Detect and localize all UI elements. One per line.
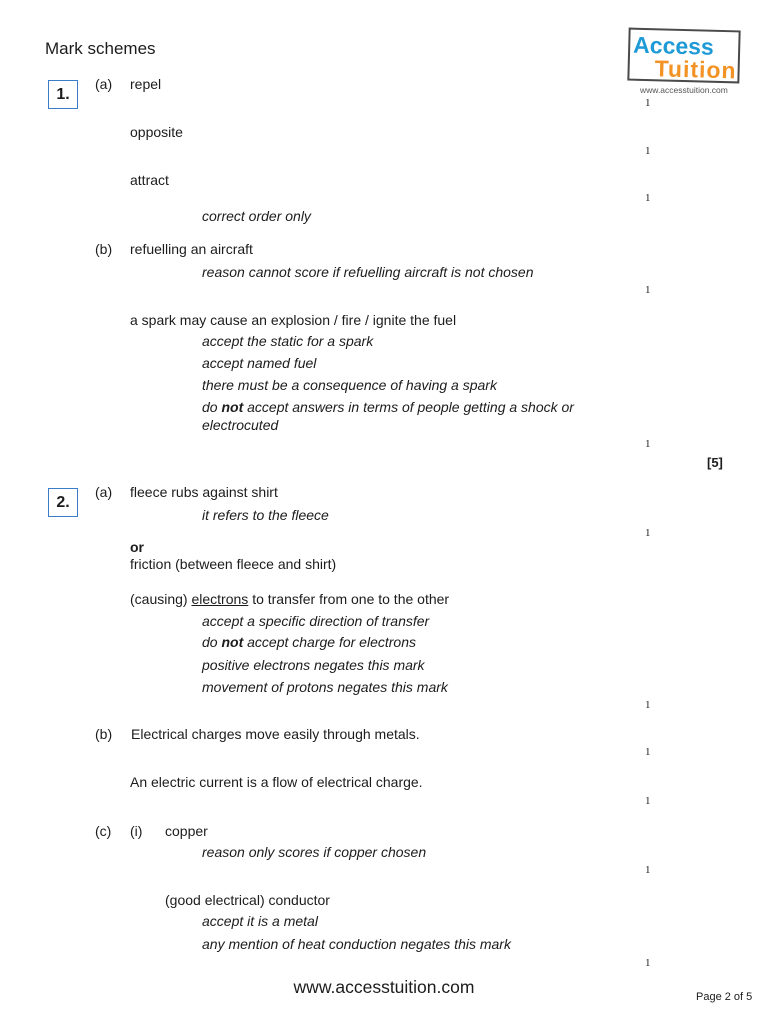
q2a-answer-2: [130, 591, 449, 607]
q2b-answer-2: An electric current is a flow of electrical charge.: [130, 774, 423, 790]
exclusion-text: accept charge for electrons: [247, 634, 416, 650]
logo-word-tuition: Tuition: [654, 55, 737, 84]
question-1-number-box: 1.: [48, 80, 78, 109]
mark-value: 1: [645, 795, 651, 807]
q1b-answer-2-note: accept the static for a spark: [202, 333, 374, 349]
q2c-sub-label-i: (i): [130, 823, 143, 839]
q1a-answer-attract: attract: [130, 172, 169, 188]
q2a-answer-1-note: it refers to the fleece: [202, 507, 329, 523]
q2b-answer-1: Electrical charges move easily through metals.: [131, 726, 420, 742]
page-title: Mark schemes: [45, 39, 156, 58]
q2a-answer-2-note: accept a specific direction of transfer: [202, 613, 430, 629]
q1a-answer-opposite: opposite: [130, 124, 183, 140]
page-number: Page 2 of 5: [696, 991, 753, 1003]
q1a-answer-repel: repel: [130, 76, 162, 92]
q1b-answer-1-note: reason cannot score if refuelling aircraft is not chosen: [202, 264, 534, 280]
q2-part-b-label: (b): [95, 726, 113, 742]
q1b-answer-2-note: accept named fuel: [202, 355, 317, 371]
mark-value: 1: [645, 746, 651, 758]
footer-website: www.accesstuition.com: [293, 977, 475, 997]
mark-value: 1: [645, 145, 651, 157]
mark-value: 1: [645, 527, 651, 539]
q1b-exclusion-note: [202, 399, 574, 415]
q2a-answer-2-note: movement of protons negates this mark: [202, 679, 448, 695]
q1b-answer-2-note: there must be a consequence of having a spark: [202, 377, 497, 393]
access-tuition-logo: [627, 28, 740, 84]
mark-value: 1: [645, 284, 651, 296]
mark-value: 1: [645, 864, 651, 876]
q1-total-marks: [5]: [707, 455, 723, 470]
q2a-exclusion-note: [202, 634, 416, 650]
exclusion-not-emphasis: not: [221, 634, 244, 650]
q2c-answer-1: copper: [165, 823, 208, 839]
exclusion-text: accept answers in terms of people getting a shock or: [247, 399, 574, 415]
q2c-answer-2: (good electrical) conductor: [165, 892, 330, 908]
mark-value: 1: [645, 192, 651, 204]
q1-part-b-label: (b): [95, 241, 113, 257]
logo-website: www.accesstuition.com: [640, 85, 728, 95]
q2a-answer-2-note: positive electrons negates this mark: [202, 657, 425, 673]
q2a-alternative-answer: friction (between fleece and shirt): [130, 556, 337, 572]
q1b-answer-1: refuelling an aircraft: [130, 241, 253, 257]
q2a-answer-1: fleece rubs against shirt: [130, 484, 278, 500]
q1a-examiner-note: correct order only: [202, 208, 311, 224]
q2c-answer-2-note: any mention of heat conduction negates this mark: [202, 936, 511, 952]
mark-value: 1: [645, 957, 651, 969]
q2c-answer-1-note: reason only scores if copper chosen: [202, 844, 427, 860]
question-2-number-box: 2.: [48, 488, 78, 517]
answer-2-suffix: to transfer from one to the other: [252, 591, 450, 607]
q1-part-a-label: (a): [95, 76, 113, 92]
q1b-exclusion-note-continued: electrocuted: [202, 417, 279, 433]
exclusion-do: do: [202, 634, 218, 650]
q2-part-a-label: (a): [95, 484, 113, 500]
q1b-answer-2: a spark may cause an explosion / fire / ignite the fuel: [130, 312, 457, 328]
q2-part-c-label: (c): [95, 823, 112, 839]
exclusion-do: do: [202, 399, 218, 415]
answer-2-key-word: electrons: [191, 591, 249, 607]
mark-value: 1: [645, 97, 651, 109]
exclusion-not-emphasis: not: [221, 399, 244, 415]
answer-2-prefix: (causing): [130, 591, 188, 607]
mark-value: 1: [645, 438, 651, 450]
q2a-alternative-or: or: [130, 539, 144, 555]
q2c-answer-2-note: accept it is a metal: [202, 913, 318, 929]
mark-value: 1: [645, 699, 651, 711]
logo-word-access: Access: [632, 31, 715, 60]
